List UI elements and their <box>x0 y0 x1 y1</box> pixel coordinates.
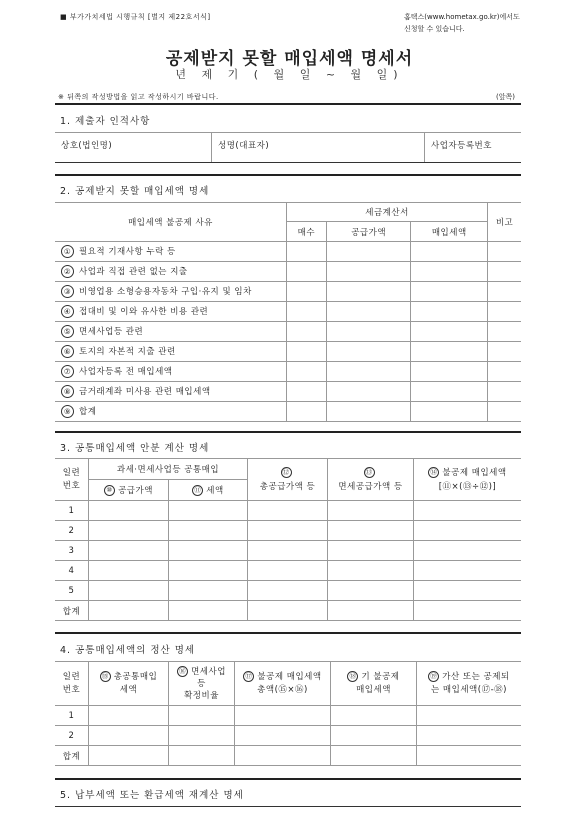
col-18-label-b: 매입세액 <box>356 684 391 695</box>
divider <box>55 431 521 433</box>
cell[interactable] <box>414 501 522 521</box>
cell[interactable] <box>328 601 414 621</box>
online-notice <box>404 11 520 35</box>
submitter-table <box>55 132 521 163</box>
col-input-tax: 매입세액 <box>411 222 488 242</box>
row-serial: 4 <box>55 561 89 581</box>
cell[interactable] <box>331 746 417 766</box>
cell[interactable] <box>414 541 522 561</box>
table-row-total <box>55 402 521 422</box>
table-row <box>55 262 521 282</box>
cell-tax[interactable] <box>411 362 488 382</box>
cell-supply[interactable] <box>326 342 411 362</box>
section5-title: 5. 납부세액 또는 환급세액 재계산 명세 <box>60 790 244 801</box>
row-serial: 1 <box>55 706 89 726</box>
period-line: 년 제 기 ( 월 일 ~ 월 일) <box>175 68 404 81</box>
instructions-note: ※ 뒤쪽의 작성방법을 읽고 작성하시기 바랍니다. <box>58 93 219 101</box>
reason-label <box>55 282 286 302</box>
col-17-number: ⑰ <box>245 671 253 680</box>
col-15-number: ⑮ <box>101 671 109 680</box>
cell-count[interactable] <box>286 402 326 422</box>
page-side-label: (앞쪽) <box>496 93 515 101</box>
reason-text: 합계 <box>79 407 97 417</box>
cell-tax[interactable] <box>411 262 488 282</box>
col-count: 매수 <box>286 222 326 242</box>
cell[interactable] <box>169 541 248 561</box>
divider <box>55 103 521 105</box>
col-serial-line1: 일련 <box>62 467 81 478</box>
table-row <box>55 382 521 402</box>
reason-label <box>55 342 286 362</box>
cell-count[interactable] <box>286 382 326 402</box>
table-row-total <box>55 601 521 621</box>
cell-supply[interactable] <box>326 262 411 282</box>
field-business-name-label: 상호(법인명) <box>61 141 113 151</box>
field-registration-number-label: 사업자등록번호 <box>431 141 492 151</box>
col-14-number: ⑭ <box>430 467 438 476</box>
col-serial-line2: 번호 <box>62 684 81 695</box>
reason-text: 사업자등록 전 매입세액 <box>79 367 173 377</box>
cell-count[interactable] <box>286 262 326 282</box>
cell[interactable] <box>414 521 522 541</box>
item-number: ⑧ <box>61 385 74 398</box>
cell[interactable] <box>169 521 248 541</box>
cell[interactable] <box>328 521 414 541</box>
table-row <box>55 282 521 302</box>
cell[interactable] <box>328 581 414 601</box>
col-serial <box>55 662 89 706</box>
item-number: ② <box>61 265 74 278</box>
reason-text: 사업과 직접 관련 없는 지출 <box>79 267 188 277</box>
cell[interactable] <box>235 726 331 746</box>
table-row-total <box>55 746 521 766</box>
col-10-label: 공급가액 <box>118 486 153 496</box>
col-15-label-a: 총공통매입 <box>113 671 158 682</box>
item-number: ⑥ <box>61 345 74 358</box>
divider <box>55 806 521 807</box>
cell-note[interactable] <box>488 382 521 402</box>
cell[interactable] <box>331 706 417 726</box>
col-17-label-b: 총액(⑮×⑯) <box>257 684 308 695</box>
table-row <box>55 242 521 262</box>
col-18-number: ⑱ <box>349 671 357 680</box>
table-row <box>55 521 521 541</box>
cell[interactable] <box>414 561 522 581</box>
cell[interactable] <box>89 501 169 521</box>
cell-note[interactable] <box>488 282 521 302</box>
table-row <box>55 342 521 362</box>
cell-tax[interactable] <box>411 402 488 422</box>
reason-text: 토지의 자본적 지출 관련 <box>79 347 176 357</box>
cell-note[interactable] <box>488 322 521 342</box>
cell[interactable] <box>235 746 331 766</box>
field-registration-number[interactable] <box>425 133 522 163</box>
col-reason: 매입세액 불공제 사유 <box>55 203 286 242</box>
table-row <box>55 561 521 581</box>
col-16-number: ⑯ <box>179 666 187 675</box>
cell-note[interactable] <box>488 342 521 362</box>
section2-title: 2. 공제받지 못할 매입세액 명세 <box>60 186 210 197</box>
cell-note[interactable] <box>488 362 521 382</box>
col-supply-value <box>89 480 169 501</box>
cell[interactable] <box>89 601 169 621</box>
cell-tax[interactable] <box>411 382 488 402</box>
cell-tax[interactable] <box>411 342 488 362</box>
field-representative[interactable] <box>212 133 425 163</box>
common-input-tax-table <box>55 458 521 621</box>
cell-note[interactable] <box>488 242 521 262</box>
online-notice-line2: 신청할 수 있습니다. <box>404 25 465 33</box>
cell[interactable] <box>248 581 328 601</box>
col-note: 비고 <box>488 203 521 242</box>
item-number: ③ <box>61 285 74 298</box>
cell[interactable] <box>89 541 169 561</box>
cell-tax[interactable] <box>411 282 488 302</box>
online-notice-line1: 홈택스(www.hometax.go.kr)에서도 <box>404 13 520 21</box>
reason-text: 접대비 및 이와 유사한 비용 관련 <box>79 307 209 317</box>
cell-supply[interactable] <box>326 322 411 342</box>
col-tax-amount <box>169 480 248 501</box>
cell[interactable] <box>248 521 328 541</box>
col-non-deductible-total <box>235 662 331 706</box>
cell[interactable] <box>417 726 522 746</box>
cell[interactable] <box>328 501 414 521</box>
col-11-label: 세액 <box>206 486 224 496</box>
col-16-label-c: 확정비율 <box>184 690 219 701</box>
col-15-label-b: 세액 <box>119 684 138 695</box>
col-total-supply <box>248 459 328 501</box>
col-19-label-a: 가산 또는 공제되 <box>442 671 510 682</box>
form-reference: ■ 부가가치세법 시행규칙 [별지 제22호서식] <box>60 13 211 21</box>
common-tax-settlement-table <box>55 661 521 766</box>
reason-label <box>55 302 286 322</box>
col-tax-invoice: 세금계산서 <box>286 203 487 222</box>
cell[interactable] <box>417 746 522 766</box>
cell-tax[interactable] <box>411 302 488 322</box>
cell[interactable] <box>414 601 522 621</box>
cell[interactable] <box>248 501 328 521</box>
col-supply-value: 공급가액 <box>326 222 411 242</box>
col-14-label: 불공제 매입세액 <box>442 467 507 478</box>
col-16-label-a: 면세사업 <box>191 666 226 677</box>
row-serial: 5 <box>55 581 89 601</box>
reason-text: 비영업용 소형승용자동차 구입·유지 및 임차 <box>79 287 252 297</box>
cell-count[interactable] <box>286 282 326 302</box>
table-row <box>55 362 521 382</box>
row-serial: 2 <box>55 726 89 746</box>
reason-label <box>55 362 286 382</box>
cell[interactable] <box>331 726 417 746</box>
col-previous-non-deductible <box>331 662 417 706</box>
cell[interactable] <box>169 746 235 766</box>
field-business-name[interactable] <box>55 133 212 163</box>
col-12-label: 총공급가액 등 <box>259 481 316 492</box>
cell[interactable] <box>414 581 522 601</box>
cell[interactable] <box>89 581 169 601</box>
col-serial-line1: 일련 <box>62 671 81 682</box>
section1-title: 1. 제출자 인적사항 <box>60 116 151 127</box>
cell[interactable] <box>248 601 328 621</box>
table-row <box>55 706 521 726</box>
col-adjustment <box>417 662 522 706</box>
col-exempt-ratio <box>169 662 235 706</box>
col-16-label-b: 등 <box>197 678 206 689</box>
cell[interactable] <box>248 541 328 561</box>
divider <box>55 174 521 176</box>
cell[interactable] <box>169 706 235 726</box>
col-total-common-tax <box>89 662 169 706</box>
item-number: ④ <box>61 305 74 318</box>
col-19-label-b: 는 매입세액(⑰-⑱) <box>431 684 507 695</box>
item-number: ⑦ <box>61 365 74 378</box>
table-row <box>55 322 521 342</box>
cell[interactable] <box>89 726 169 746</box>
col-19-number: ⑲ <box>430 671 438 680</box>
reason-label <box>55 322 286 342</box>
cell-note[interactable] <box>488 262 521 282</box>
row-serial: 합계 <box>55 601 89 621</box>
cell-count[interactable] <box>286 302 326 322</box>
col-11-number: ⑪ <box>194 486 202 494</box>
cell-tax[interactable] <box>411 242 488 262</box>
cell-supply[interactable] <box>326 242 411 262</box>
cell-supply[interactable] <box>326 362 411 382</box>
cell[interactable] <box>328 541 414 561</box>
cell-count[interactable] <box>286 342 326 362</box>
col-non-deductible <box>414 459 522 501</box>
divider <box>55 778 521 780</box>
row-serial: 1 <box>55 501 89 521</box>
cell-note[interactable] <box>488 402 521 422</box>
cell[interactable] <box>89 706 169 726</box>
col-13-label: 면세공급가액 등 <box>338 481 403 492</box>
table-row <box>55 501 521 521</box>
page-title: 공제받지 못할 매입세액 명세서 <box>165 49 414 69</box>
row-serial: 합계 <box>55 746 89 766</box>
cell[interactable] <box>235 706 331 726</box>
cell[interactable] <box>169 501 248 521</box>
cell[interactable] <box>169 601 248 621</box>
reason-label <box>55 242 286 262</box>
col-exempt-supply <box>328 459 414 501</box>
cell-supply[interactable] <box>326 302 411 322</box>
cell-note[interactable] <box>488 302 521 322</box>
reason-text: 금거래계좌 미사용 관련 매입세액 <box>79 387 211 397</box>
divider <box>55 162 521 163</box>
row-serial: 2 <box>55 521 89 541</box>
col-12-number: ⑫ <box>282 467 290 476</box>
table-row <box>55 302 521 322</box>
table-row <box>55 581 521 601</box>
non-deductible-table <box>55 202 521 422</box>
cell-supply[interactable] <box>326 282 411 302</box>
cell-count[interactable] <box>286 362 326 382</box>
cell-tax[interactable] <box>411 322 488 342</box>
item-number: ⑤ <box>61 325 74 338</box>
reason-label <box>55 262 286 282</box>
cell-count[interactable] <box>286 322 326 342</box>
item-number: ⑨ <box>61 405 74 418</box>
cell[interactable] <box>89 561 169 581</box>
reason-label <box>55 382 286 402</box>
cell[interactable] <box>89 746 169 766</box>
col-serial-line2: 번호 <box>62 480 81 491</box>
col-10-number: ⑩ <box>104 485 115 496</box>
table-row <box>55 541 521 561</box>
col-18-label-a: 기 불공제 <box>361 671 400 682</box>
reason-label <box>55 402 286 422</box>
cell[interactable] <box>169 561 248 581</box>
reason-text: 필요적 기재사항 누락 등 <box>79 247 176 257</box>
col-17-label-a: 불공제 매입세액 <box>257 671 322 682</box>
col-14-formula: [⑪×(⑬÷⑫)] <box>438 481 497 492</box>
cell[interactable] <box>248 561 328 581</box>
cell[interactable] <box>169 581 248 601</box>
divider <box>55 632 521 634</box>
field-representative-label: 성명(대표자) <box>218 141 270 151</box>
table-row <box>55 726 521 746</box>
cell[interactable] <box>417 706 522 726</box>
col-serial <box>55 459 89 501</box>
col-common-purchase: 과세·면세사업등 공통매입 <box>89 459 248 480</box>
cell[interactable] <box>169 726 235 746</box>
cell[interactable] <box>328 561 414 581</box>
section4-title: 4. 공통매입세액의 정산 명세 <box>60 645 196 656</box>
cell-supply[interactable] <box>326 382 411 402</box>
cell-count[interactable] <box>286 242 326 262</box>
col-13-number: ⑬ <box>365 467 373 476</box>
reason-text: 면세사업등 관련 <box>79 327 144 337</box>
cell[interactable] <box>89 521 169 541</box>
cell-supply[interactable] <box>326 402 411 422</box>
item-number: ① <box>61 245 74 258</box>
row-serial: 3 <box>55 541 89 561</box>
section3-title: 3. 공통매입세액 안분 계산 명세 <box>60 443 210 454</box>
